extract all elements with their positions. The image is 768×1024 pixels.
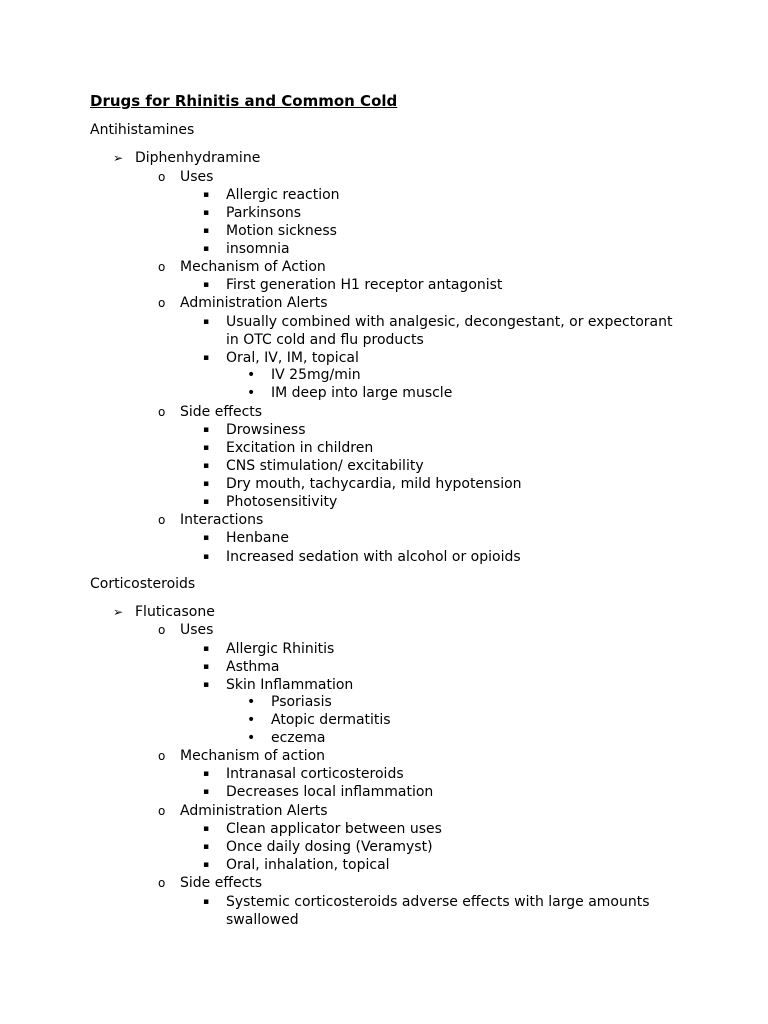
square-bullet-icon: ▪ — [203, 461, 210, 471]
list-item: Decreases local inflammation — [226, 784, 434, 800]
square-bullet-icon: ▪ — [203, 680, 210, 690]
group-label: Administration Alerts — [180, 295, 328, 311]
square-bullet-icon: ▪ — [203, 208, 210, 218]
square-bullet-icon: ▪ — [203, 244, 210, 254]
list-item: insomnia — [226, 241, 290, 257]
list-subitem: Atopic dermatitis — [271, 712, 391, 728]
arrow-bullet-icon: ➢ — [113, 151, 124, 165]
circle-bullet-icon: o — [158, 804, 166, 818]
list-item: Usually combined with analgesic, decongestant, or expectorant — [226, 314, 673, 330]
square-bullet-icon: ▪ — [203, 860, 210, 870]
circle-bullet-icon: o — [158, 513, 166, 527]
section-heading: Antihistamines — [90, 122, 195, 138]
square-bullet-icon: ▪ — [203, 317, 210, 327]
list-item: Asthma — [226, 659, 280, 675]
dot-bullet-icon: • — [247, 694, 256, 710]
square-bullet-icon: ▪ — [203, 662, 210, 672]
square-bullet-icon: ▪ — [203, 280, 210, 290]
square-bullet-icon: ▪ — [203, 897, 210, 907]
group-label: Side effects — [180, 404, 263, 420]
list-item: Excitation in children — [226, 440, 374, 456]
dot-bullet-icon: • — [247, 712, 256, 728]
square-bullet-icon: ▪ — [203, 787, 210, 797]
list-item: Oral, IV, IM, topical — [226, 350, 359, 366]
square-bullet-icon: ▪ — [203, 644, 210, 654]
dot-bullet-icon: • — [247, 385, 256, 401]
square-bullet-icon: ▪ — [203, 497, 210, 507]
dot-bullet-icon: • — [247, 730, 256, 746]
list-item: Once daily dosing (Veramyst) — [226, 839, 433, 855]
list-item: Systemic corticosteroids adverse effects with large amounts — [226, 894, 650, 910]
circle-bullet-icon: o — [158, 623, 166, 637]
list-item: Henbane — [226, 530, 289, 546]
list-item: Parkinsons — [226, 205, 302, 221]
group-label: Side effects — [180, 875, 263, 891]
square-bullet-icon: ▪ — [203, 226, 210, 236]
list-item-continuation: in OTC cold and flu products — [226, 332, 424, 348]
list-item: First generation H1 receptor antagonist — [226, 277, 503, 293]
list-item: Dry mouth, tachycardia, mild hypotension — [226, 476, 522, 492]
list-subitem: IV 25mg/min — [271, 367, 361, 383]
circle-bullet-icon: o — [158, 749, 166, 763]
square-bullet-icon: ▪ — [203, 479, 210, 489]
document-title: Drugs for Rhinitis and Common Cold — [90, 92, 398, 110]
list-item: Skin Inflammation — [226, 677, 354, 693]
list-item: Photosensitivity — [226, 494, 338, 510]
square-bullet-icon: ▪ — [203, 824, 210, 834]
arrow-bullet-icon: ➢ — [113, 605, 124, 619]
list-subitem: IM deep into large muscle — [271, 385, 453, 401]
square-bullet-icon: ▪ — [203, 425, 210, 435]
dot-bullet-icon: • — [247, 367, 256, 383]
square-bullet-icon: ▪ — [203, 842, 210, 852]
group-label: Mechanism of Action — [180, 259, 326, 275]
circle-bullet-icon: o — [158, 296, 166, 310]
group-label: Administration Alerts — [180, 803, 328, 819]
list-subitem: Psoriasis — [271, 694, 332, 710]
group-label: Interactions — [180, 512, 264, 528]
circle-bullet-icon: o — [158, 405, 166, 419]
list-item: Drowsiness — [226, 422, 306, 438]
group-label: Uses — [180, 169, 214, 185]
circle-bullet-icon: o — [158, 876, 166, 890]
list-item: Allergic Rhinitis — [226, 641, 335, 657]
list-item: CNS stimulation/ excitability — [226, 458, 424, 474]
drug-name: Diphenhydramine — [135, 150, 261, 166]
list-item: Intranasal corticosteroids — [226, 766, 404, 782]
circle-bullet-icon: o — [158, 260, 166, 274]
square-bullet-icon: ▪ — [203, 443, 210, 453]
list-item-continuation: swallowed — [226, 912, 299, 928]
list-item: Motion sickness — [226, 223, 337, 239]
list-subitem: eczema — [271, 730, 326, 746]
group-label: Uses — [180, 622, 214, 638]
group-label: Mechanism of action — [180, 748, 326, 764]
list-item: Oral, inhalation, topical — [226, 857, 390, 873]
circle-bullet-icon: o — [158, 170, 166, 184]
square-bullet-icon: ▪ — [203, 533, 210, 543]
list-item: Clean applicator between uses — [226, 821, 442, 837]
drug-name: Fluticasone — [135, 604, 215, 620]
list-item: Allergic reaction — [226, 187, 340, 203]
square-bullet-icon: ▪ — [203, 552, 210, 562]
list-item: Increased sedation with alcohol or opioids — [226, 549, 521, 565]
section-heading: Corticosteroids — [90, 576, 196, 592]
square-bullet-icon: ▪ — [203, 190, 210, 200]
square-bullet-icon: ▪ — [203, 353, 210, 363]
square-bullet-icon: ▪ — [203, 769, 210, 779]
